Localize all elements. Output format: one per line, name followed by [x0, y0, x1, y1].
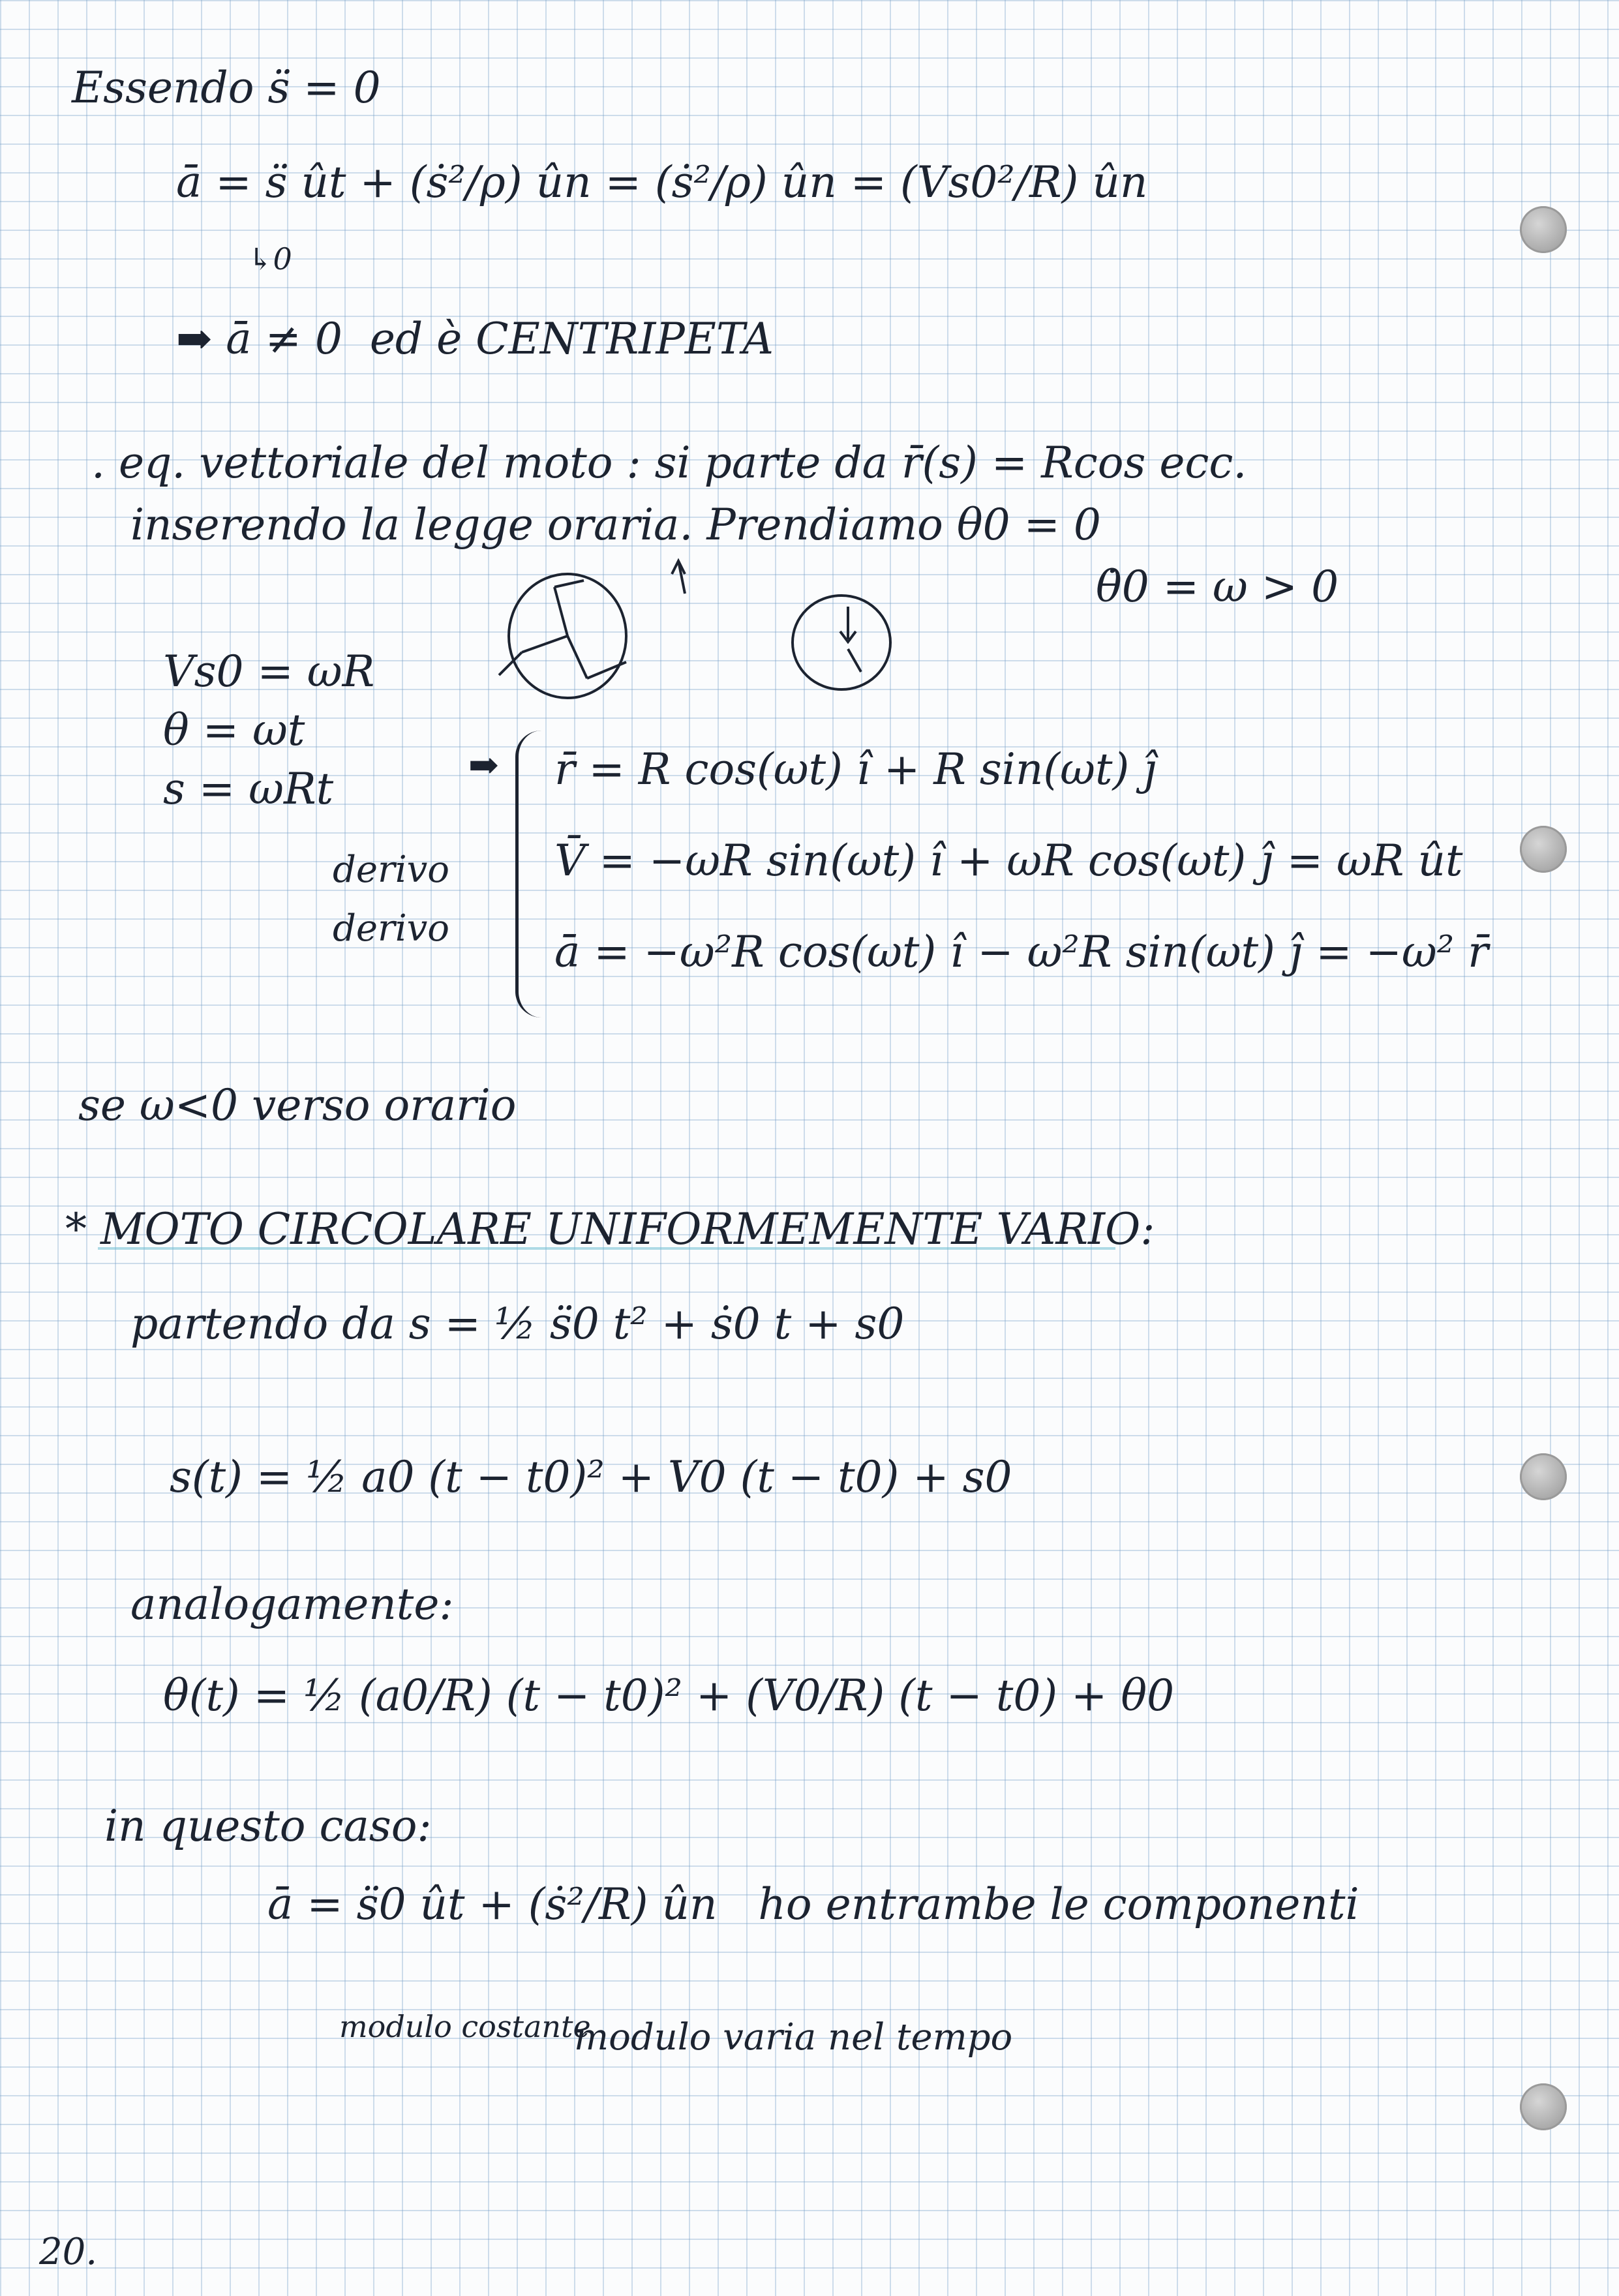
- formula-line: s(t) = ½ a0 (t − t0)² + V0 (t − t0) + s0: [170, 1452, 1012, 1502]
- binder-hole-4: [1520, 2083, 1567, 2130]
- annotation-label: modulo costante: [339, 2009, 591, 2044]
- derivation-label: derivo: [333, 907, 450, 950]
- note-line: se ω<0 verso orario: [78, 1080, 517, 1130]
- derivation-label: derivo: [333, 849, 450, 891]
- note-line: analogamente:: [130, 1579, 454, 1629]
- section-heading: * MOTO CIRCOLARE UNIFORMEMENTE VARIO:: [65, 1204, 1155, 1254]
- centripetal-sketch: [776, 587, 907, 704]
- page-number: 20.: [39, 2231, 98, 2273]
- note-line: Vs0 = ωR: [163, 646, 375, 697]
- system-brace: [515, 731, 545, 1018]
- formula-line: θ(t) = ½ (a0/R) (t − t0)² + (V0/R) (t − t0) + θ0: [163, 1670, 1175, 1721]
- note-line: Essendo s̈ = 0: [72, 63, 381, 113]
- circle-vector-sketch: [457, 548, 704, 711]
- note-line: θ = ωt: [163, 705, 305, 755]
- formula-line: ā = s̈ ût + (ṡ²/ρ) ûn = (ṡ²/ρ) ûn = (Vs0²/R) ûn: [176, 157, 1148, 207]
- equation-velocity: V̄ = −ωR sin(ωt) î + ωR cos(ωt) ĵ = ωR ût: [554, 836, 1463, 886]
- note-line: ➡ ā ≠ 0 ed è CENTRIPETA: [176, 314, 774, 364]
- formula-line: ā = s̈0 ût + (ṡ²/R) ûn ho entrambe le componenti: [267, 1879, 1359, 1929]
- note-line: partendo da s = ½ s̈0 t² + ṡ0 t + s0: [130, 1299, 905, 1349]
- equation-acceleration: ā = −ω²R cos(ωt) î − ω²R sin(ωt) ĵ = −ω² r̄: [554, 927, 1489, 977]
- binder-hole-3: [1520, 1453, 1567, 1500]
- note-line: inserendo la legge oraria. Prendiamo θ0 = 0: [130, 500, 1101, 550]
- arrow-icon: ➡: [468, 744, 499, 787]
- binder-hole-2: [1520, 826, 1567, 873]
- formula-annotation: ↳0: [248, 241, 292, 277]
- note-line: θ̇0 = ω > 0: [1096, 562, 1339, 612]
- annotation-label: modulo varia nel tempo: [574, 2016, 1013, 2059]
- note-line: s = ωRt: [163, 764, 334, 814]
- note-line: in questo caso:: [104, 1801, 432, 1851]
- note-line: . eq. vettoriale del moto : si parte da r̄(s) = Rcos ecc.: [91, 438, 1247, 488]
- binder-hole-1: [1520, 206, 1567, 253]
- equation-position: r̄ = R cos(ωt) î + R sin(ωt) ĵ: [554, 744, 1157, 794]
